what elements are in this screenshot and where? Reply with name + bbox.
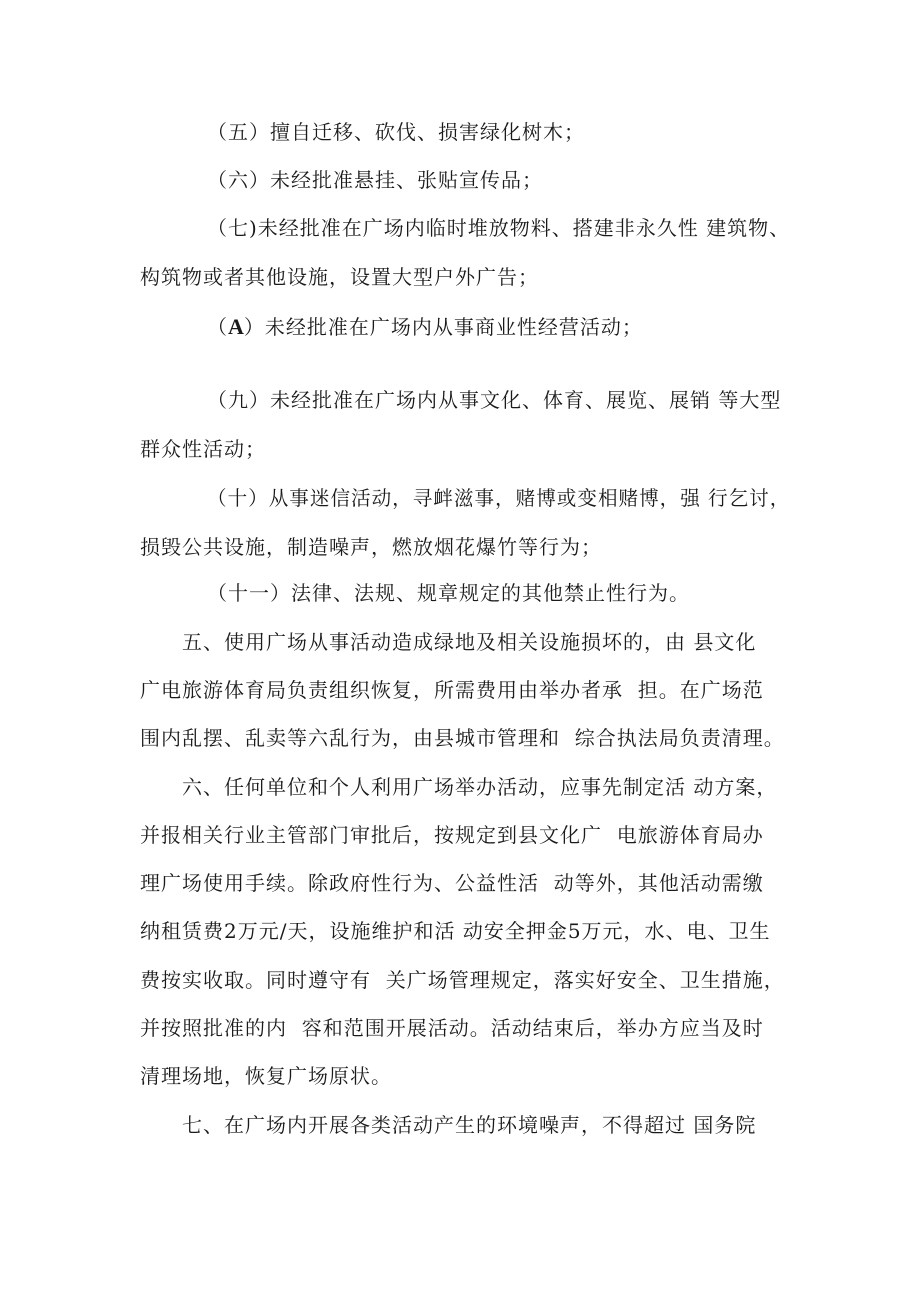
article-6-line-5: 费按实收取。同时遵守有 关广场管理规定，落实好安全、卫生措施， <box>140 968 785 992</box>
article-5-line-3: 围内乱摆、乱卖等六乱行为，由县城市管理和 综合执法局负责清理。 <box>140 726 785 750</box>
article-6-line-7: 清理场地，恢复广场原状。 <box>140 1064 392 1088</box>
clause-8-text: ）未经批准在广场内从事商业性经营活动； <box>243 315 643 339</box>
article-6-line-3: 理广场使用手续。除政府性行为、公益性活 动等外，其他活动需缴 <box>140 871 764 895</box>
article-7-line-1: 七、在广场内开展各类活动产生的环境噪声，不得超过 国务院 <box>182 1113 757 1137</box>
clause-10-line-2: 损毁公共设施，制造噪声，燃放烟花爆竹等行为； <box>140 535 602 559</box>
clause-7-line-2: 构筑物或者其他设施，设置大型户外广告； <box>140 265 539 289</box>
clause-9-line-2: 群众性活动； <box>140 437 266 461</box>
article-6-line-6: 并按照批准的内 容和范围开展活动。活动结束后，举办方应当及时 <box>140 1016 764 1040</box>
clause-9-line-1: （九）未经批准在广场内从事文化、体育、展览、展销 等大型 <box>207 388 782 412</box>
article-6-line-4: 纳租赁费2万元/天，设施维护和活 动安全押金5万元，水、电、卫生 <box>140 919 771 943</box>
clause-8-open-paren: （ <box>207 315 228 339</box>
clause-8-line <box>207 313 643 341</box>
clause-8-letter: A <box>228 314 244 339</box>
clause-6-line: （六）未经批准悬挂、张贴宣传品； <box>207 168 543 192</box>
article-6-line-1: 六、任何单位和个人利用广场举办活动，应事先制定活 动方案， <box>182 775 778 799</box>
article-5-line-1: 五、使用广场从事活动造成绿地及相关设施损坏的，由 县文化 <box>182 630 757 654</box>
clause-10-line-1: （十）从事迷信活动，寻衅滋事，赌博或变相赌博，强 行乞讨， <box>207 486 791 510</box>
clause-5-line: （五）擅自迁移、砍伐、损害绿化树木； <box>207 120 585 144</box>
clause-7-line-1: （七)未经批准在广场内临时堆放物料、搭建非永久性 建筑物、 <box>207 216 791 240</box>
clause-11-line: （十一）法律、法规、规章规定的其他禁止性行为。 <box>207 581 690 605</box>
article-6-line-2: 并报相关行业主管部门审批后，按规定到县文化广 电旅游体育局办 <box>140 823 764 847</box>
article-5-line-2: 广电旅游体育局负责组织恢复，所需费用由举办者承 担。在广场范 <box>140 678 764 702</box>
